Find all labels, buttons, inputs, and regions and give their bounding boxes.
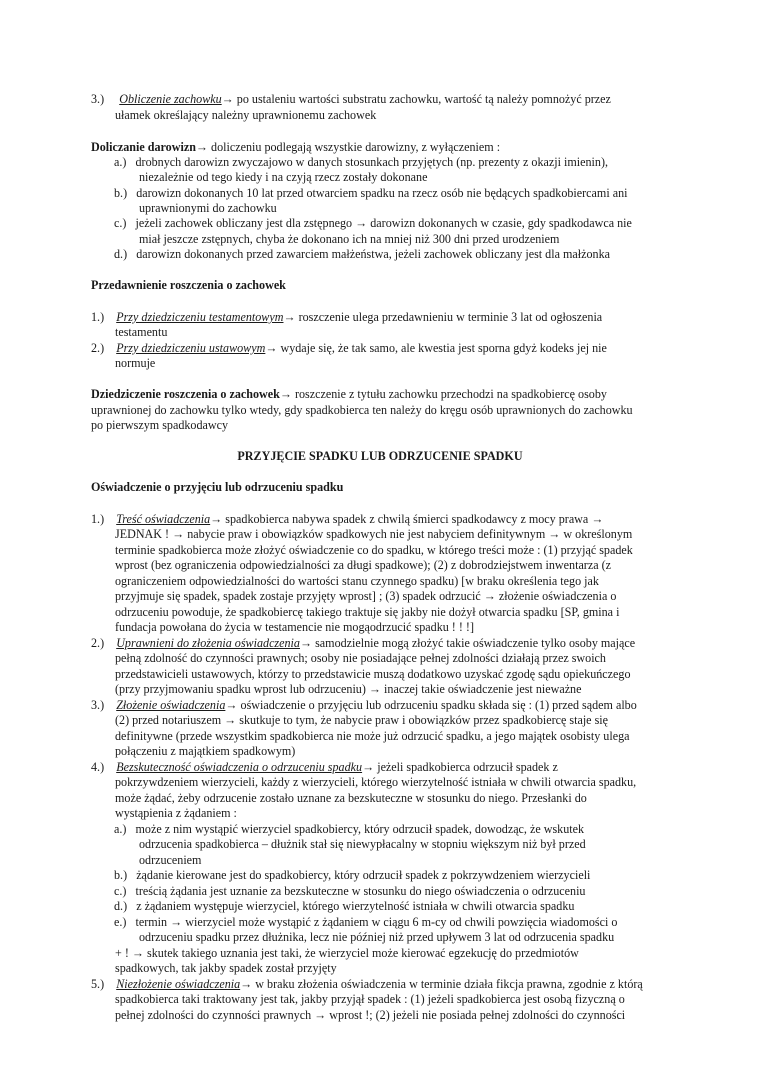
list-item bbox=[114, 186, 627, 202]
list-item bbox=[114, 915, 617, 931]
text-fragment: roszczenie ulega przedawnieniu w terminie 3 lat od ogłoszenia bbox=[298, 310, 603, 324]
text-fragment: darowizn dokonanych w czasie, gdy spadkodawca nie bbox=[370, 216, 632, 230]
text-fragment: (przy przyjmowaniu spadku wprost lub odrzuceniu) bbox=[115, 682, 366, 696]
arrow-icon: → bbox=[548, 527, 561, 541]
list-item-cont: połączeniu z majątkiem spadkowym) bbox=[115, 744, 296, 758]
text-fragment: oświadczenie o przyjęciu lub odrzuceniu spadku składa się : (1) przed sądem albo bbox=[240, 698, 637, 712]
arrow-icon: → bbox=[225, 698, 238, 712]
text-fragment: pełnej zdolności do czynności prawnych bbox=[115, 1008, 312, 1022]
list-item-cont: terminie spadkobierca może złożyć oświadczenie co do spadku, w którego treści może : (1) przyjąć spadek bbox=[115, 543, 633, 557]
arrow-icon: → bbox=[355, 216, 368, 230]
arrow-icon: → bbox=[210, 512, 223, 526]
text-fragment: a.) bbox=[114, 822, 127, 836]
section-heading: Dziedziczenie roszczenia o zachowek bbox=[91, 387, 280, 401]
text-fragment: w braku złożenia oświadczenia w terminie działa fikcja prawna, zgodnie z którą bbox=[255, 977, 643, 991]
arrow-icon: → bbox=[221, 92, 234, 106]
text-fragment: wprost !; (2) jeżeli nie posiada pełnej zdolności do czynności bbox=[329, 1008, 626, 1022]
item-title: Złożenie oświadczenia bbox=[116, 698, 226, 712]
text-fragment: skutek takiego uznania jest taki, że wierzyciel może kierować egzekucję do przedmiotów bbox=[147, 946, 579, 960]
arrow-icon: → bbox=[195, 140, 209, 154]
list-item-cont: pełną zdolność do czynności prawnych; osoby nie posiadające pełnej zdolności działają przez swoich bbox=[115, 651, 606, 665]
item-title: Niezłożenie oświadczenia bbox=[116, 977, 241, 991]
list-item-cont: wprost (bez ograniczenia odpowiedzialności za długi spadkowe); (2) z dobrodziejstwem inwentarza (z bbox=[115, 558, 611, 572]
list-item bbox=[91, 310, 602, 326]
list-item bbox=[91, 698, 637, 714]
text-fragment: nabycie praw i obowiązków spadkowych nie jest nabyciem definitywnym bbox=[187, 527, 546, 541]
list-item-cont: przedstawicieli ustawowych, którzy to przedstawicie muszą dodatkowo uzyskać zgodę sądu opiekuńczego bbox=[115, 667, 631, 681]
list-item bbox=[114, 216, 632, 232]
arrow-icon: → bbox=[283, 310, 296, 324]
arrow-icon: → bbox=[224, 713, 237, 727]
list-item-cont bbox=[115, 946, 579, 962]
list-item-cont: odrzuceniu spadku przez dłużnika, lecz nie później niż przed upływem 3 lat od odrzucenia spadku bbox=[139, 930, 615, 944]
text-fragment: roszczenie z tytułu zachowku przechodzi na spadkobiercę osoby bbox=[294, 387, 607, 401]
text-fragment: przyjmuje się spadek, spadek zostaje przyjęty wprost] ; (3) spadek odrzucić bbox=[115, 589, 481, 603]
text-fragment: drobnych darowizn zwyczajowo w danych stosunkach przyjętych (np. prezenty z okazji imienin), bbox=[135, 155, 609, 169]
list-item-cont: spadkobierca taki traktowany jest tak, jakby przyjął spadek : (1) jeżeli spadkobierca jest osobą fizyczną o bbox=[115, 992, 625, 1006]
item-text: po ustaleniu wartości substratu zachowku, wartość tą należy pomnożyć przez bbox=[236, 92, 611, 106]
doliczanie-heading bbox=[91, 140, 500, 156]
list-item-cont bbox=[115, 527, 632, 543]
text-fragment: e.) bbox=[114, 915, 127, 929]
arrow-icon: → bbox=[314, 1008, 327, 1022]
text-fragment: termin bbox=[135, 915, 168, 929]
text-fragment: złożenie oświadczenia o bbox=[498, 589, 617, 603]
text-fragment: jeżeli spadkobierca odrzucił spadek z bbox=[377, 760, 558, 774]
list-item-cont: testamentu bbox=[115, 325, 168, 339]
list-item-cont: może żądać, żeby odrzucenie zostało uznane za bezskuteczne w stosunku do niego. Przesłanki do bbox=[115, 791, 587, 805]
arrow-icon: → bbox=[299, 636, 313, 650]
text-fragment: inaczej takie oświadczenie jest nieważne bbox=[384, 682, 582, 696]
text-fragment: wierzyciel może wystąpić z żądaniem w ciągu 6 m-cy od chwili powzięcia wiadomości o bbox=[185, 915, 618, 929]
item-title: Uprawnieni do złożenia oświadczenia bbox=[116, 636, 300, 650]
text-fragment: 2.) bbox=[91, 636, 105, 650]
list-item-cont: niezależnie od tego kiedy i na czyją rzecz zostały dokonane bbox=[139, 170, 428, 184]
dziedziczenie-line-1 bbox=[91, 387, 607, 403]
text-fragment: b.) bbox=[114, 868, 128, 882]
arrow-icon: → bbox=[368, 682, 382, 696]
text-fragment: JEDNAK ! bbox=[115, 527, 170, 541]
text-fragment: w określonym bbox=[563, 527, 633, 541]
arrow-icon: → bbox=[172, 527, 185, 541]
list-item-cont bbox=[115, 589, 616, 605]
item-title: Bezskuteczność oświadczenia o odrzuceniu spadku bbox=[116, 760, 363, 774]
text-fragment: c.) bbox=[114, 216, 127, 230]
list-item bbox=[91, 341, 607, 357]
text-fragment: 3.) bbox=[91, 698, 105, 712]
list-item bbox=[114, 868, 590, 884]
arrow-icon: → bbox=[483, 589, 496, 603]
list-item bbox=[91, 636, 635, 652]
text-fragment: skutkuje to tym, że nabycie praw i obowiązków przez spadkobiercę staje się bbox=[239, 713, 609, 727]
item-title: Treść oświadczenia bbox=[116, 512, 211, 526]
page-title: PRZYJĘCIE SPADKU LUB ODRZUCENIE SPADKU bbox=[237, 449, 523, 463]
text-fragment: 4.) bbox=[91, 760, 105, 774]
list-item bbox=[114, 884, 585, 900]
text-fragment: darowizn dokonanych 10 lat przed otwarciem spadku na rzecz osób nie będących spadkobiercami ani bbox=[136, 186, 628, 200]
section-intro: doliczeniu podlegają wszystkie darowizny, z wyłączeniem : bbox=[211, 140, 501, 154]
arrow-icon: → bbox=[362, 760, 375, 774]
arrow-icon: → bbox=[240, 977, 253, 991]
text-fragment: może z nim wystąpić wierzyciel spadkobiercy, który odrzucił spadek, dowodząc, że wskutek bbox=[135, 822, 585, 836]
list-item-cont: wystąpienia z żądaniem : bbox=[115, 806, 237, 820]
list-item-cont: spadkowych, tak jakby spadek został przyjęty bbox=[115, 961, 337, 975]
list-item-cont: miał jeszcze zstępnych, chyba że dokonano ich na mniej niż 300 dni przed urodzeniem bbox=[139, 232, 560, 246]
item-title: Przy dziedziczeniu ustawowym bbox=[116, 341, 266, 355]
arrow-icon: → bbox=[170, 915, 183, 929]
text-fragment: z żądaniem występuje wierzyciel, którego wierzytelność istniała w chwili otwarcia spadku bbox=[136, 899, 575, 913]
list-item-cont bbox=[115, 682, 581, 698]
dziedziczenie-line-2: uprawnionej do zachowku tylko wtedy, gdy spadkobierca ten należy do kręgu osób uprawnionych do zachowku bbox=[91, 403, 633, 417]
list-item-cont bbox=[115, 1008, 625, 1024]
item-number: 3.) bbox=[91, 92, 105, 106]
text-fragment: 1.) bbox=[91, 512, 105, 526]
list-item-cont bbox=[115, 713, 608, 729]
section-heading: Przedawnienie roszczenia o zachowek bbox=[91, 278, 286, 292]
dziedziczenie-line-3: po pierwszym spadkodawcy bbox=[91, 418, 229, 432]
list-item-cont: ograniczeniem odpowiedzialności do wartości stanu czynnego spadku) [w braku określenia tego jak bbox=[115, 574, 599, 588]
text-fragment: treścią żądania jest uznanie za bezskuteczne w stosunku do niego oświadczenia o odrzuceniu bbox=[135, 884, 586, 898]
text-fragment: darowizn dokonanych przed zawarciem małżeństwa, jeżeli zachowek obliczany jest dla małżonka bbox=[136, 247, 610, 261]
text-fragment: wydaje się, że tak samo, ale kwestia jest sporna gdyż kodeks jej nie bbox=[280, 341, 607, 355]
text-fragment: spadkobierca nabywa spadek z chwilą śmierci spadkodawcy z mocy prawa bbox=[225, 512, 589, 526]
item-title: Przy dziedziczeniu testamentowym bbox=[116, 310, 284, 324]
section-heading: Oświadczenie o przyjęciu lub odrzuceniu spadku bbox=[91, 480, 344, 494]
calc-line-1 bbox=[91, 92, 611, 108]
text-fragment: jeżeli zachowek obliczany jest dla zstępnego bbox=[135, 216, 353, 230]
list-item-cont: definitywne (przede wszystkim spadkobierca nie może już odrzucić spadku, a jego majątek osobisty ulega bbox=[115, 729, 630, 743]
list-item-cont: normuje bbox=[115, 356, 156, 370]
text-fragment: + ! bbox=[115, 946, 129, 960]
text-fragment: 5.) bbox=[91, 977, 105, 991]
list-item bbox=[114, 155, 608, 171]
text-fragment: (2) przed notariuszem bbox=[115, 713, 222, 727]
list-item bbox=[91, 977, 643, 993]
list-item bbox=[114, 247, 610, 263]
section-heading: Doliczanie darowizn bbox=[91, 140, 196, 154]
text-fragment: a.) bbox=[114, 155, 127, 169]
arrow-icon: → bbox=[131, 946, 144, 960]
text-fragment: d.) bbox=[114, 247, 128, 261]
arrow-icon: → bbox=[279, 387, 292, 401]
text-fragment: żądanie kierowane jest do spadkobiercy, który odrzucił spadek z pokrzywdzeniem wierzycieli bbox=[136, 868, 591, 882]
text-fragment: d.) bbox=[114, 899, 128, 913]
text-fragment: 2.) bbox=[91, 341, 105, 355]
text-fragment: 1.) bbox=[91, 310, 105, 324]
list-item-cont: uprawnionymi do zachowku bbox=[139, 201, 277, 215]
list-item-cont: pokrzywdzeniem wierzycieli, każdy z wierzycieli, którego wierzytelność istniała w chwili otwarcia spadku, bbox=[115, 775, 637, 789]
list-item-cont: odrzucenia spadkobierca – dłużnik stał się niewypłacalny w stopniu większym niż był przed bbox=[139, 837, 586, 851]
text-fragment: samodzielnie mogą złożyć takie oświadczenie tylko osoby mające bbox=[315, 636, 636, 650]
text-fragment: b.) bbox=[114, 186, 128, 200]
list-item bbox=[114, 899, 574, 915]
calc-line-2: ułamek określający należny uprawnionemu zachowek bbox=[115, 108, 377, 122]
list-item-cont: fundacja powołana do życia w testamencie nie mogąodrzucić spadku ! ! !] bbox=[115, 620, 474, 634]
list-item-cont: odrzuceniem bbox=[139, 853, 202, 867]
arrow-icon: → bbox=[591, 512, 604, 526]
text-fragment: c.) bbox=[114, 884, 127, 898]
list-item-cont: odrzuceniu powoduje, że spadkobiercę takiego traktuje się jakby nie dożył otwarcia spadku [SP, gmina i bbox=[115, 605, 620, 619]
item-title: Obliczenie zachowku bbox=[119, 92, 222, 106]
list-item bbox=[91, 760, 558, 776]
list-item bbox=[114, 822, 584, 838]
arrow-icon: → bbox=[265, 341, 278, 355]
list-item bbox=[91, 512, 603, 528]
